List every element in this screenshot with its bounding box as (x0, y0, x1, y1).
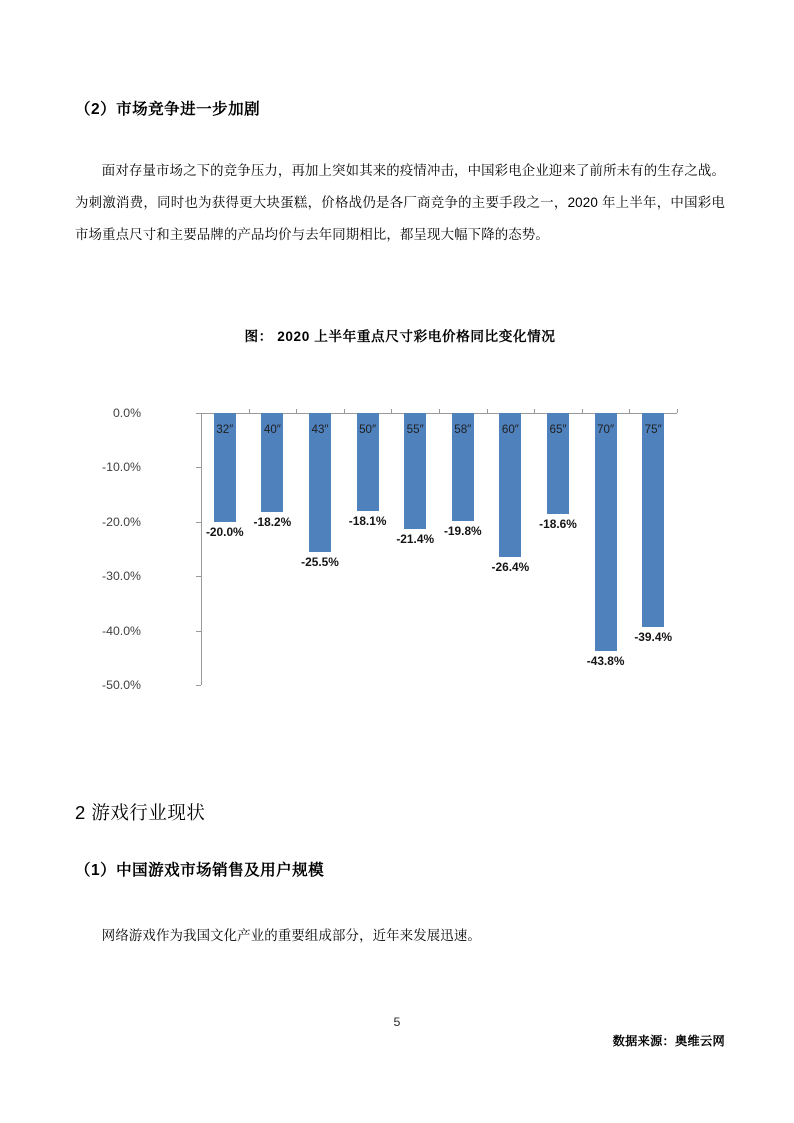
bar-category-label: 60″ (501, 423, 519, 436)
heading-game-industry: 2 游戏行业现状 (75, 802, 206, 823)
x-axis-tick (629, 409, 630, 413)
heading-market-competition: （2）市场竞争进一步加剧 (75, 101, 261, 118)
bar-value-label: -19.8% (443, 523, 482, 538)
y-axis-tick-label: -10.0% (102, 460, 141, 475)
bar-category-label: 58″ (454, 423, 472, 436)
bar-category-label: 32″ (216, 423, 234, 436)
bar-chart (75, 359, 725, 692)
y-axis-tick-label: -20.0% (102, 514, 141, 529)
y-axis-tick (196, 631, 201, 632)
y-axis-tick-label: -40.0% (102, 623, 141, 638)
x-axis-tick (487, 409, 488, 413)
bar-category-label: 43″ (311, 423, 329, 436)
y-axis (75, 359, 141, 692)
bar-value-label: -43.8% (586, 654, 625, 669)
bar-value-label: -26.4% (491, 559, 530, 574)
x-axis-tick (249, 409, 250, 413)
chart-canvas (75, 359, 725, 692)
bar (642, 413, 664, 627)
x-axis-tick (439, 409, 440, 413)
y-axis-tick (196, 467, 201, 468)
bar-category-label: 55″ (406, 423, 424, 436)
bar-value-label: -18.1% (348, 514, 387, 529)
y-axis-tick-label: -30.0% (102, 569, 141, 584)
x-axis-tick (344, 409, 345, 413)
x-axis-tick (534, 409, 535, 413)
x-axis-tick (677, 409, 678, 413)
bar-category-label: 65″ (549, 423, 567, 436)
figure-title: 图： 2020 上半年重点尺寸彩电价格同比变化情况 (244, 329, 556, 344)
heading-game-market: （1）中国游戏市场销售及用户规模 (75, 862, 325, 879)
plot-area (201, 413, 677, 685)
y-axis-tick (196, 522, 201, 523)
bar-value-label: -20.0% (205, 524, 244, 539)
paragraph-market-competition: 面对存量市场之下的竞争压力，再加上突如其来的疫情冲击，中国彩电企业迎来了前所未有的生存之战。为刺激消费，同时也为获得更大块蛋糕，价格战仍是各厂商竞争的主要手段之一，2020 年上半年，中国彩电市场重点尺寸和主要品牌的产品均价与去年同期相比，都呈现大幅下降的态势。 (75, 163, 725, 242)
bar-value-label: -21.4% (396, 532, 435, 547)
page-number: 5 (393, 1015, 401, 1029)
x-axis-tick (582, 409, 583, 413)
bar-value-label: -39.4% (634, 630, 673, 645)
bar-value-label: -25.5% (301, 554, 339, 569)
bar-category-label: 70″ (597, 423, 615, 436)
x-axis-tick (296, 409, 297, 413)
bar-value-label: -18.6% (539, 517, 577, 532)
y-axis-tick-label: 0.0% (112, 406, 141, 420)
bar-category-label: 50″ (359, 423, 377, 436)
bar (595, 413, 617, 651)
y-axis-tick-label: -50.0% (102, 678, 141, 692)
bar-category-label: 75″ (644, 423, 662, 436)
bar-category-label: 40″ (263, 423, 281, 436)
bar-value-label: -18.2% (253, 515, 292, 529)
y-axis-tick (196, 413, 201, 414)
x-axis-tick (391, 409, 392, 413)
y-axis-tick (196, 576, 201, 577)
figure-source: 数据来源：奥维云网 (612, 1034, 725, 1048)
y-axis-tick (196, 685, 201, 686)
paragraph-game-market: 网络游戏作为我国文化产业的重要组成部分，近年来发展迅速。 (101, 928, 481, 943)
